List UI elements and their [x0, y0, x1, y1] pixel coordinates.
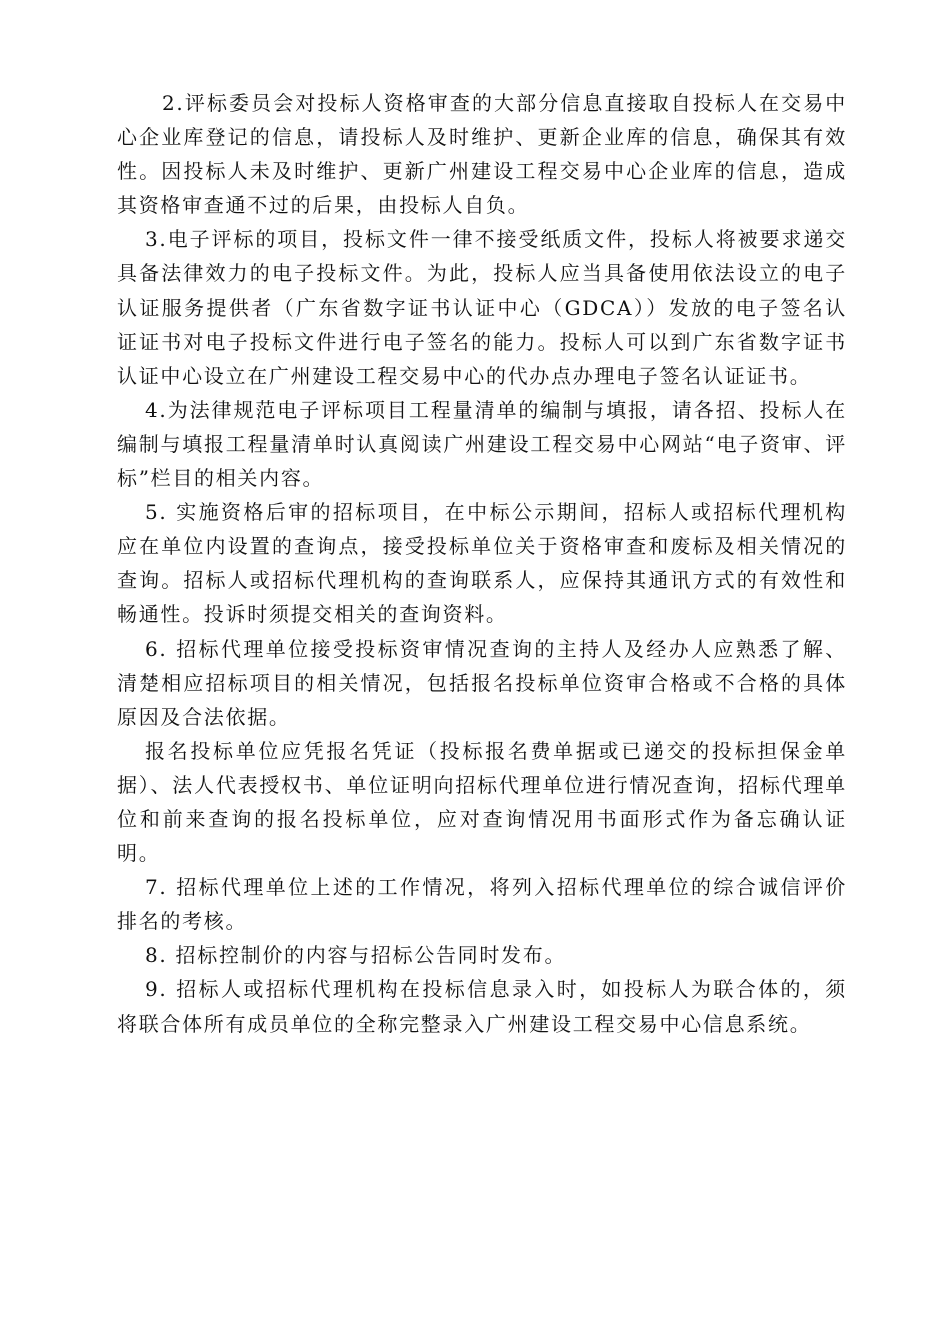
paragraph-item-6: 6. 招标代理单位接受投标资审情况查询的主持人及经办人应熟悉了解、清楚相应招标项目的相关情况，包括报名投标单位资审合格或不合格的具体原因及合法依据。	[117, 636, 847, 729]
paragraph-item-5: 5. 实施资格后审的招标项目，在中标公示期间，招标人或招标代理机构应在单位内设置的查询点，接受投标单位关于资格审查和废标及相关情况的查询。招标人或招标代理机构的查询联系人，应保持其通讯方式的有效性和畅通性。投诉时须提交相关的查询资料。	[117, 500, 847, 627]
paragraph-item-7: 7. 招标代理单位上述的工作情况，将列入招标代理单位的综合诚信评价排名的考核。	[117, 875, 847, 934]
paragraph-item-2: 2.评标委员会对投标人资格审查的大部分信息直接取自投标人在交易中心企业库登记的信息，请投标人及时维护、更新企业库的信息，确保其有效性。因投标人未及时维护、更新广州建设工程交易中心企业库的信息，造成其资格审查通不过的后果，由投标人自负。	[117, 91, 847, 218]
paragraph-item-8: 8. 招标控制价的内容与招标公告同时发布。	[145, 943, 567, 968]
document-body	[117, 86, 847, 1041]
paragraph-item-9: 9. 招标人或招标代理机构在投标信息录入时，如投标人为联合体的，须将联合体所有成员单位的全称完整录入广州建设工程交易中心信息系统。	[117, 977, 847, 1036]
paragraph-item-6-continuation: 报名投标单位应凭报名凭证（投标报名费单据或已递交的投标担保金单据）、法人代表授权书、单位证明向招标代理单位进行情况查询，招标代理单位和前来查询的报名投标单位，应对查询情况用书面形式作为备忘确认证明。	[117, 738, 847, 866]
paragraph-item-3: 3.电子评标的项目，投标文件一律不接受纸质文件，投标人将被要求递交具备法律效力的电子投标文件。为此，投标人应当具备使用依法设立的电子认证服务提供者（广东省数字证书认证中心（GDCA））发放的电子签名认证证书对电子投标文件进行电子签名的能力。投标人可以到广东省数字证书认证中心设立在广州建设工程交易中心的代办点办理电子签名认证证书。	[117, 227, 847, 388]
paragraph-item-4: 4.为法律规范电子评标项目工程量清单的编制与填报，请各招、投标人在编制与填报工程量清单时认真阅读广州建设工程交易中心网站“电子资审、评标”栏目的相关内容。	[117, 397, 847, 491]
